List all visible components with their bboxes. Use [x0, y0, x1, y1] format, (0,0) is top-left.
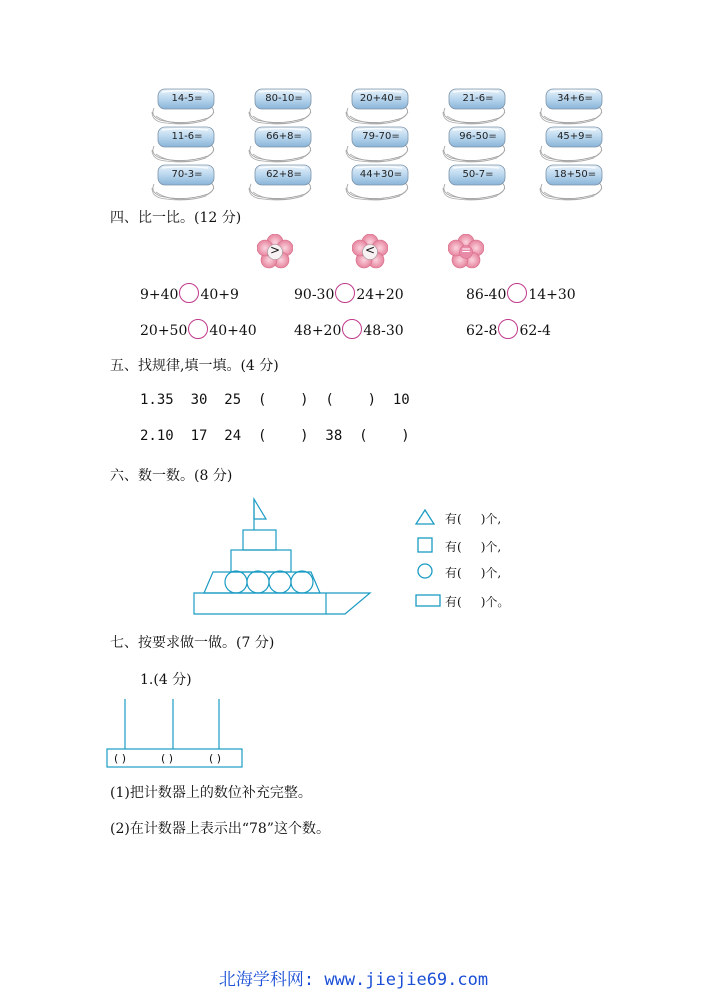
- pattern-line-2: 2.10 17 24 ( ) 38 ( ): [140, 428, 410, 444]
- comparison-left: 48+20: [294, 323, 342, 339]
- ship-hull: [194, 593, 370, 614]
- comparison-item: [140, 319, 257, 339]
- rectangle-icon: [415, 592, 443, 608]
- card-expression: 50-7=: [462, 169, 494, 180]
- answer-circle[interactable]: [498, 319, 518, 339]
- less-symbol: <: [364, 243, 376, 257]
- ship-figure: [190, 495, 375, 620]
- section6-title: 六、数一数。(8 分): [110, 468, 233, 484]
- answer-circle[interactable]: [188, 319, 208, 339]
- arithmetic-card: [342, 162, 412, 206]
- ship-top-square: [243, 530, 276, 550]
- comparison-left: 90-30: [294, 287, 335, 303]
- card-expression: 14-5=: [171, 93, 203, 104]
- card-expression: 70-3=: [171, 169, 203, 180]
- comparison-right: 48-30: [363, 323, 404, 339]
- arithmetic-card: [536, 162, 606, 206]
- answer-circle[interactable]: [335, 283, 355, 303]
- section4-title: 四、比一比。(12 分): [110, 210, 242, 226]
- abacus-base: [107, 749, 242, 767]
- flower-equal: [448, 234, 484, 270]
- arithmetic-card: [148, 162, 218, 206]
- comparison-left: 20+50: [140, 323, 188, 339]
- section7-subtitle: 1.(4 分): [140, 672, 192, 688]
- card-expression: 45+9=: [557, 131, 593, 142]
- comparison-right: 40+9: [200, 287, 239, 303]
- greater-symbol: >: [269, 243, 281, 257]
- card-expression: 96-50=: [459, 131, 497, 142]
- task-1: (1)把计数器上的数位补充完整。: [110, 785, 312, 801]
- count-square: 有( )个,: [445, 540, 502, 554]
- answer-circle[interactable]: [179, 283, 199, 303]
- arithmetic-card: [245, 162, 315, 206]
- footer-watermark: 北海学科网: www.jiejie69.com: [218, 970, 489, 990]
- ship-porthole: [247, 571, 269, 593]
- section5-title: 五、找规律,填一填。(4 分): [110, 358, 279, 374]
- comparison-left: 9+40: [140, 287, 179, 303]
- card-expression: 20+40=: [359, 93, 403, 104]
- abacus-place-hundreds: ( ): [114, 752, 127, 765]
- comparison-item: [466, 283, 576, 303]
- card-expression: 18+50=: [553, 169, 597, 180]
- count-triangle: 有( )个,: [445, 512, 502, 526]
- card-expression: 79-70=: [362, 131, 400, 142]
- card-expression: 11-6=: [171, 131, 203, 142]
- arithmetic-card: [439, 162, 509, 206]
- card-expression: 80-10=: [265, 93, 303, 104]
- card-expression: 44+30=: [359, 169, 403, 180]
- comparison-right: 62-4: [519, 323, 551, 339]
- circle-icon: [415, 563, 435, 579]
- count-circle: 有( )个,: [445, 566, 502, 580]
- abacus-place-ones: ( ): [209, 752, 222, 765]
- pattern-line-1: 1.35 30 25 ( ) ( ) 10: [140, 392, 410, 408]
- flower-greater: [257, 234, 293, 270]
- comparison-right: 40+40: [209, 323, 257, 339]
- card-expression: 34+6=: [557, 93, 593, 104]
- card-expression: 21-6=: [462, 93, 494, 104]
- equal-symbol: =: [460, 243, 472, 257]
- comparison-left: 86-40: [466, 287, 507, 303]
- ship-flag-triangle: [254, 499, 266, 519]
- card-expression: 62+8=: [266, 169, 302, 180]
- comparison-item: [140, 283, 239, 303]
- ship-middle-rectangle: [231, 550, 291, 572]
- square-icon: [415, 537, 435, 553]
- comparison-item: [466, 319, 551, 339]
- ship-deck: [204, 572, 320, 593]
- answer-circle[interactable]: [342, 319, 362, 339]
- comparison-right: 24+20: [356, 287, 404, 303]
- triangle-icon: [415, 509, 435, 525]
- comparison-left: 62-8: [466, 323, 498, 339]
- card-expression: 66+8=: [266, 131, 302, 142]
- comparison-item: [294, 319, 404, 339]
- ship-porthole: [291, 571, 313, 593]
- count-rectangle: 有( )个。: [445, 595, 510, 609]
- flower-less: [352, 234, 388, 270]
- ship-porthole: [225, 571, 247, 593]
- section7-title: 七、按要求做一做。(7 分): [110, 635, 275, 651]
- comparison-right: 14+30: [528, 287, 576, 303]
- ship-porthole: [269, 571, 291, 593]
- task-2: (2)在计数器上表示出“78”这个数。: [110, 821, 330, 837]
- abacus-place-tens: ( ): [161, 752, 174, 765]
- comparison-item: [294, 283, 404, 303]
- answer-circle[interactable]: [507, 283, 527, 303]
